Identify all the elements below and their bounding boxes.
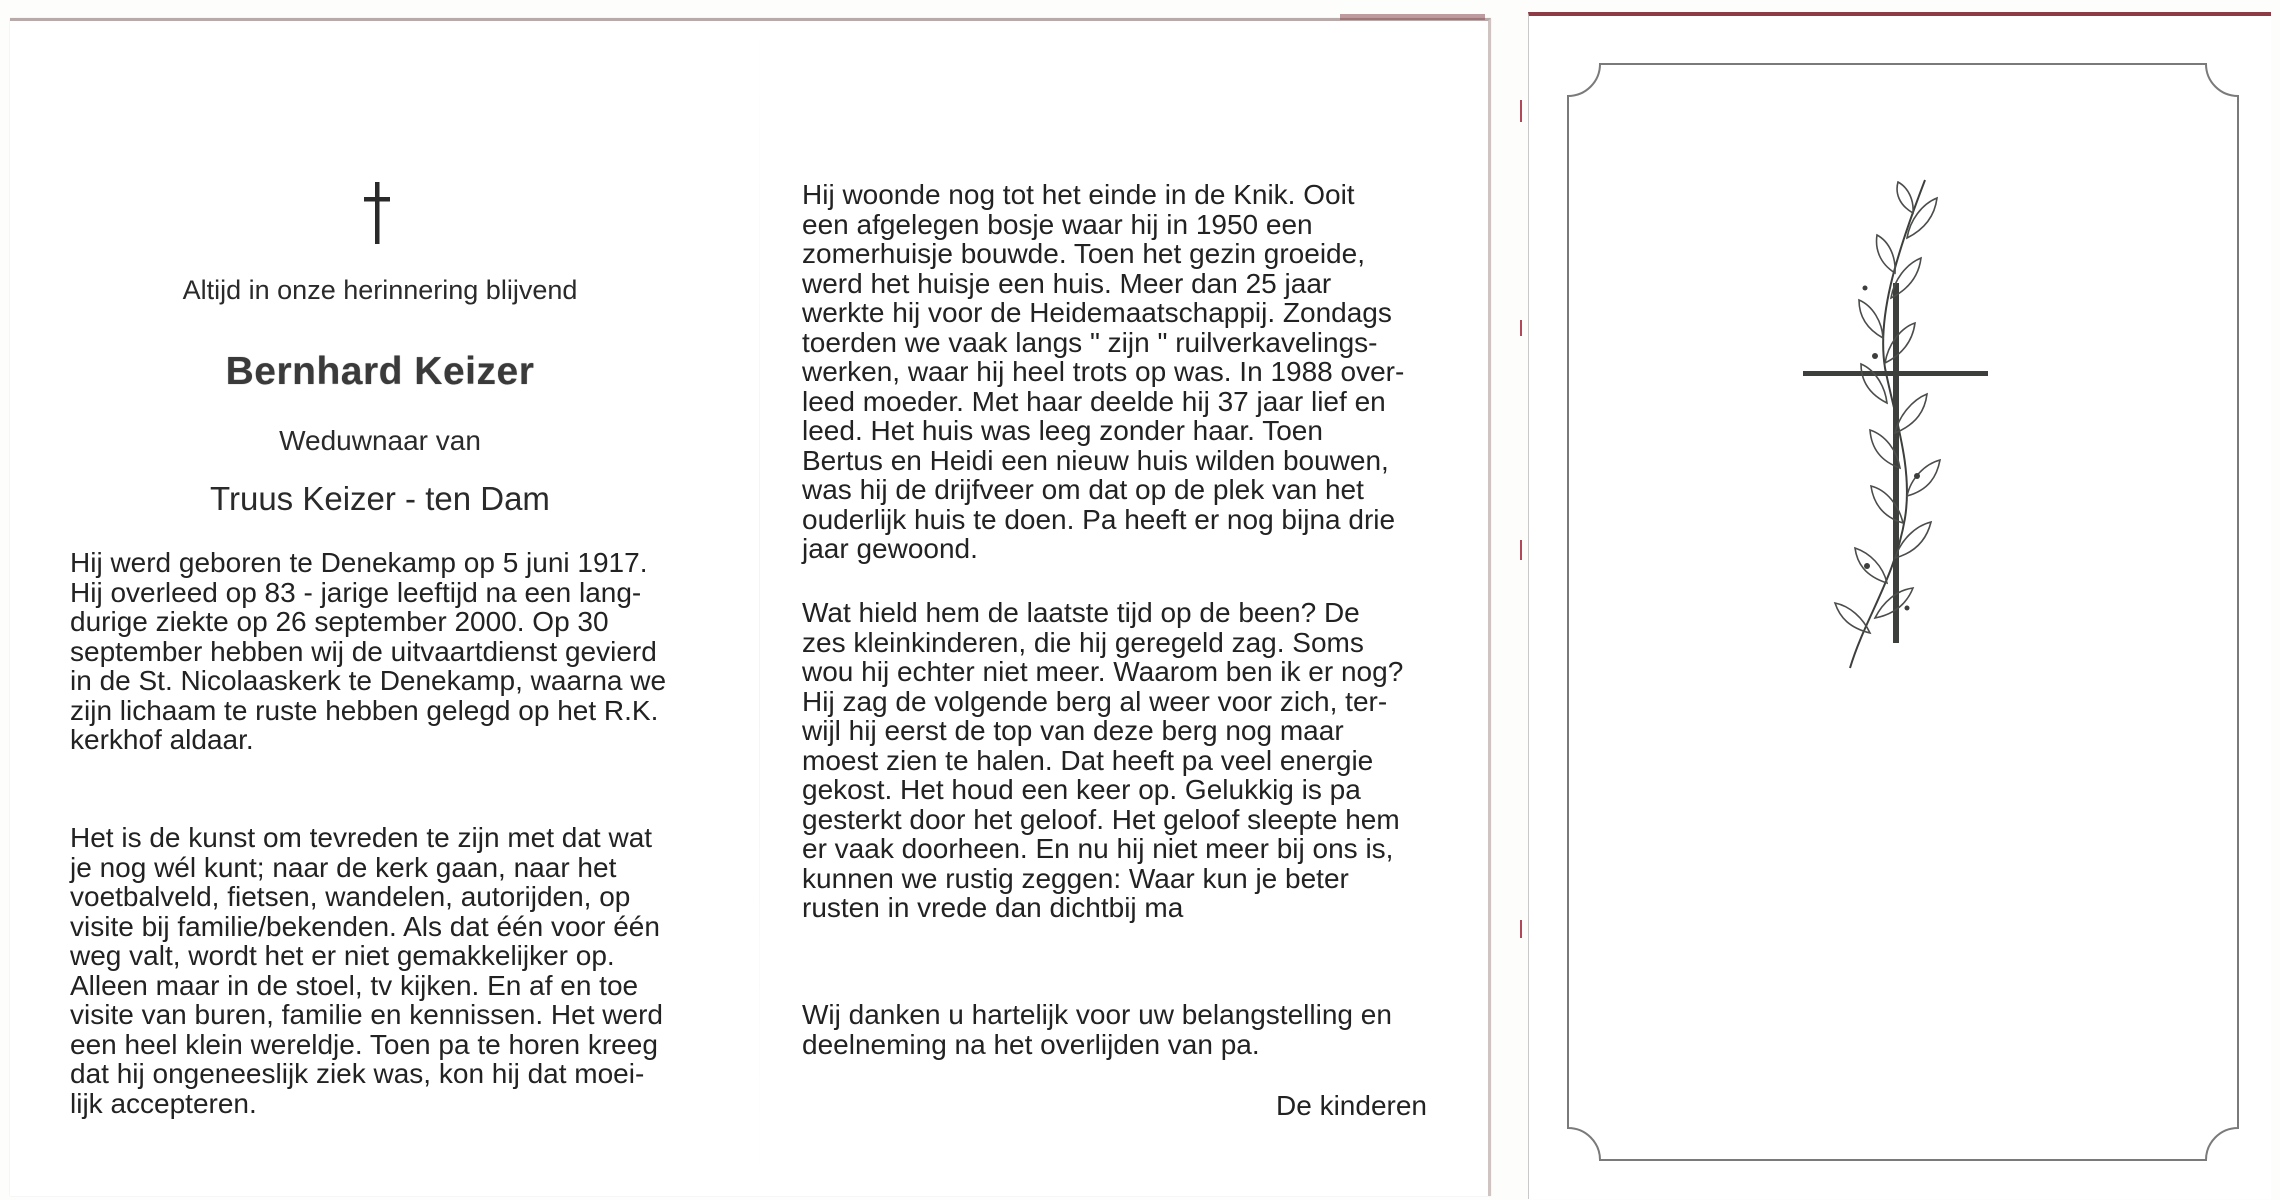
thanks-paragraph: Wij danken u hartelijk voor uw belangstelling en deelneming na het overlijden van pa. — [802, 999, 1392, 1060]
signature: De kinderen — [1276, 1090, 1427, 1121]
final-years-paragraph: Wat hield hem de laatste tijd op de been? De zes kleinkinderen, die hij geregeld zag. Soms wou hij echter niet meer. Waarom ben ik er nog? Hij zag de volgende berg al weer voor zich, ter- wijl hij eerst de top van deze berg nog maar moest zien te halen. Dat heeft pa veel energie gekost. Het houd een keer op. Gelukkig is pa gesterkt door het geloof. Het geloof sleepte hem er vaak doorheen. En nu hij niet meer bij ons is, kunnen we rustig zeggen: Waar kun je beter rusten in vrede dan dichtbij ma — [802, 597, 1404, 923]
cross-with-olive-branch-icon — [1795, 178, 1995, 678]
life-paragraph: Het is de kunst om tevreden te zijn met dat wat je nog wél kunt; naar de kerk gaan, naar het voetbalveld, fietsen, wandelen, autorijden, op visite bij familie/bekenden. Als dat één voor één weg valt, wordt het er niet gemakkelijker op. Alleen maar in de stoel, tv kijken. En af en toe visite van buren, familie en kennissen. Het werd een heel klein wereldje. Toen pa te horen kreeg dat hij ongeneeslijk ziek was, kon hij dat moei- lijk accepteren. — [70, 822, 663, 1119]
relation-label: Weduwnaar van — [279, 425, 481, 456]
cross-icon — [362, 182, 392, 244]
card-edge-tint — [1340, 14, 1485, 20]
deceased-name: Bernhard Keizer — [225, 350, 535, 393]
memorial-motto: Altijd in onze herinnering blijvend — [182, 275, 578, 305]
card-edge-marks — [1518, 20, 1524, 1190]
home-paragraph: Hij woonde nog tot het einde in de Knik. Ooit een afgelegen bosje waar hij in 1950 een zomerhuisje bouwde. Toen het gezin groeide, werd het huisje een huis. Meer dan 25 jaar werkte hij voor de Heidemaatschappij. Zondags toerden we vaak langs " zijn " ruilverkavelings- werken, waar hij heel trots op was. In 1988 over- leed moeder. Met haar deelde hij 37 jaar lief en leed. Het huis was leeg zonder haar. Toen Bertus en Heidi een nieuw huis wilden bouwen, was hij de drijfveer om dat op de plek van het ouderlijk huis te doen. Pa heeft er nog bijna drie jaar gewoond. — [802, 179, 1405, 564]
biography-paragraph: Hij werd geboren te Denekamp op 5 juni 1917. Hij overleed op 83 - jarige leeftijd na een lang- durige ziekte op 26 september 2000. Op 30 september hebben wij de uitvaartdienst gevierd in de St. Nicolaaskerk te Denekamp, waarna we zijn lichaam te ruste hebben gelegd op het R.K. kerkhof aldaar. — [70, 547, 667, 755]
spouse-name: Truus Keizer - ten Dam — [210, 480, 550, 517]
fold-line — [759, 28, 760, 1178]
